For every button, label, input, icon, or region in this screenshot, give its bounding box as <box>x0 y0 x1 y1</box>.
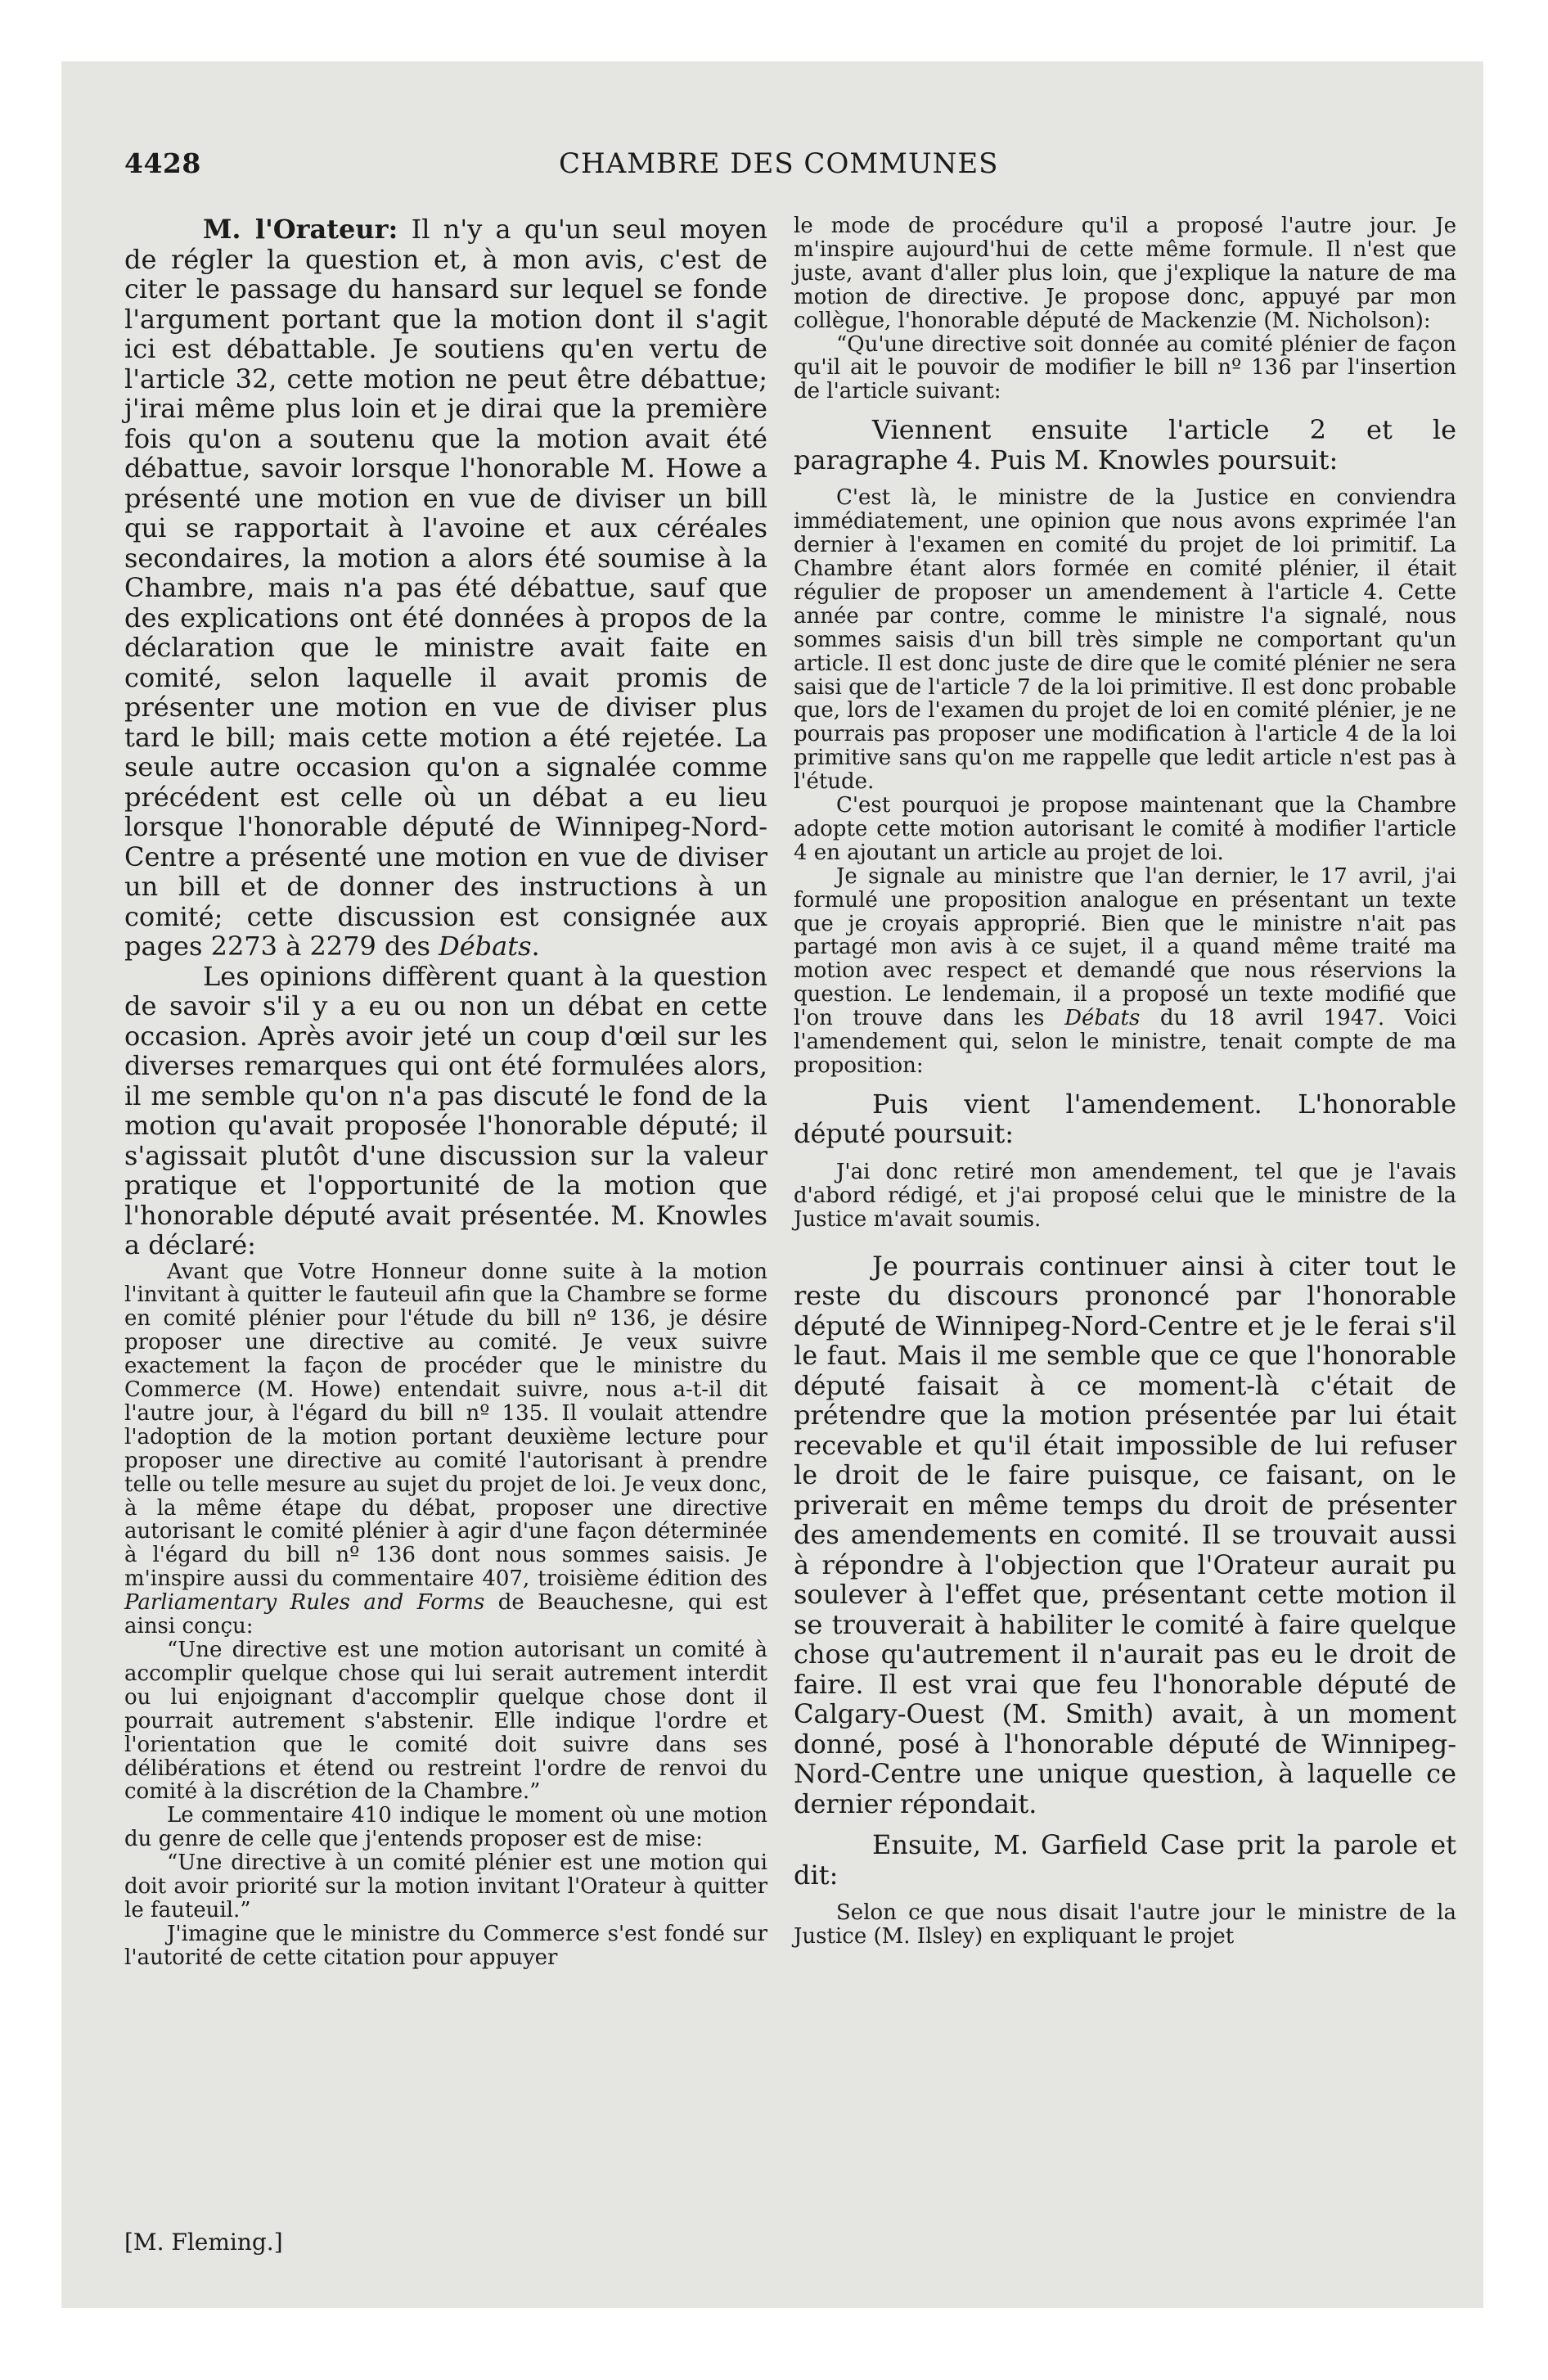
quoted-paragraph: “Une directive à un comité plénier est une motion qui doit avoir priorité sur la motion invitant l'Orateur à quitter le fauteuil.” <box>124 1850 767 1922</box>
left-column <box>124 214 767 1970</box>
quoted-paragraph: J'imagine que le ministre du Commerce s'est fondé sur l'autorité de cette citation pour appuyer <box>124 1921 767 1970</box>
book-title: Parliamentary Rules and Forms <box>124 1590 485 1616</box>
quoted-paragraph: Je signale au ministre que l'an dernier, le 17 avril, j'ai formulé une proposition analogue en présentant un texte que je croyais approprié. Bien que le ministre n'ait pas partagé mon avis à ce sujet, il a quand même traité ma motion avec respect et demandé que nous réservions la question. Le lendemain, il a proposé un texte modifié que l'on trouve dans les Débats du 18 avril 1947. Voici l'amendement qui, selon le ministre, tenait compte de ma proposition: <box>794 863 1457 1078</box>
speech-paragraph: M. l'Orateur: Il n'y a qu'un seul moyen de régler la question et, à mon avis, c'est de citer le passage du hansard sur lequel se fonde l'argument portant que la motion dont il s'agit ici est débattable. Je soutiens qu'en vertu de l'article 32, cette motion ne peut être débattue; j'irai même plus loin et je dirai que la première fois qu'on a soutenu que la motion avait été débattue, savoir lorsque l'honorable M. Howe a présenté une motion en vue de diviser un bill qui se rapportait à l'avoine et aux céréales secondaires, la motion a alors été soumise à la Chambre, mais n'a pas été débattue, sauf que des explications ont été données à propos de la déclaration que le ministre avait faite en comité, selon laquelle il avait promis de présenter une motion en vue de diviser plus tard le bill; mais cette motion a été rejetée. La seule autre occasion qu'on a signalée comme précédent est celle où un débat a eu lieu lorsque l'honorable député de Winnipeg-Nord-Centre a présenté une motion en vue de diviser un bill et de donner des instructions à un comité; cette discussion est consignée aux pages 2273 à 2279 des Débats. <box>124 214 768 962</box>
quoted-paragraph: Selon ce que nous disait l'autre jour le ministre de la Justice (M. Ilsley) en expliquant le projet <box>794 1900 1456 1950</box>
quoted-paragraph: C'est pourquoi je propose maintenant que la Chambre adopte cette motion autorisant le comité à modifier l'article 4 en ajoutant un article au projet de loi. <box>794 793 1456 865</box>
speech-paragraph: Viennent ensuite l'article 2 et le paragraphe 4. Puis M. Knowles poursuit: <box>794 414 1456 476</box>
speech-text: Il n'y a qu'un seul moyen de régler la question et, à mon avis, c'est de citer le passage du hansard sur lequel se fonde l'argument portant que la motion dont il s'agit ici est débattable. Je soutiens qu'en vertu de l'article 32, cette motion ne peut être débattue; j'irai même plus loin et je dirai que la première fois qu'on a soutenu que la motion avait été débattue, savoir lorsque l'honorable M. Howe a présenté une motion en vue de diviser un bill qui se rapportait à l'avoine et aux céréales secondaires, la motion a alors été soumise à la Chambre, mais n'a pas été débattue, sauf que des explications ont été données à propos de la déclaration que le ministre avait faite en comité, selon laquelle il avait promis de présenter une motion en vue de diviser plus tard le bill; mais cette motion a été rejetée. La seule autre occasion qu'on a signalée comme précédent est celle où un débat a eu lieu lorsque l'honorable député de Winnipeg-Nord-Centre a présenté une motion en vue de diviser un bill et de donner des instructions à un comité; cette discussion est consignée aux pages 2273 à 2279 des <box>124 214 768 962</box>
quoted-paragraph: C'est là, le ministre de la Justice en conviendra immédiatement, une opinion que nous avons exprimée l'an dernier à l'examen en comité du projet de loi primitif. La Chambre étant alors formée en comité plénier, il était régulier de proposer un amendement à l'article 4. Cette année par contre, comme le ministre l'a signalé, nous sommes saisis d'un bill très simple ne comportant qu'un article. Il est donc juste de dire que le comité plénier ne sera saisi que de l'article 7 de la loi primitive. Il est donc probable que, lors de l'examen du projet de loi en comité plénier, je ne pourrais pas proposer une modification à l'article 4 de la loi primitive sans qu'on me rappelle que ledit article n'est pas à l'étude. <box>794 485 1456 795</box>
right-column <box>794 214 1456 1949</box>
quoted-paragraph: Avant que Votre Honneur donne suite à la motion l'invitant à quitter le fauteuil afin que la Chambre se forme en comité plénier pour l'étude du bill nº 136, je désire proposer une directive au comité. Je veux suivre exactement la façon de procéder que le ministre du Commerce (M. Howe) entendait suivre, nous a-t-il dit l'autre jour, à l'égard du bill nº 135. Il voulait attendre l'adoption de la motion portant deuxième lecture pour proposer une directive au comité l'autorisant à prendre telle ou telle mesure au sujet du projet de loi. Je veux donc, à la même étape du débat, proposer une directive autorisant le comité plénier à agir d'une façon déterminée à l'égard du bill nº 136 dont nous sommes saisis. Je m'inspire aussi du commentaire 407, troisième édition des Parliamentary Rules and Forms de Beauchesne, qui est ainsi conçu: <box>124 1259 767 1639</box>
speech-paragraph: Puis vient l'amendement. L'honorable député poursuit: <box>794 1088 1456 1150</box>
quoted-paragraph: J'ai donc retiré mon amendement, tel que je l'avais d'abord rédigé, et j'ai proposé celui que le ministre de la Justice m'avait soumis. <box>794 1159 1456 1232</box>
quoted-paragraph: “Qu'une directive soit donnée au comité plénier de façon qu'il ait le pouvoir de modifier le bill nº 136 par l'insertion de l'article suivant: <box>794 331 1456 404</box>
speech-paragraph: Les opinions diffèrent quant à la question de savoir s'il y a eu ou non un débat en cette occasion. Après avoir jeté un coup d'œil sur les diverses remarques qui ont été formulées alors, il me semble qu'on n'a pas discuté le fond de la motion qu'avait proposée l'honorable député; il s'agissait plutôt d'une discussion sur la valeur pratique et l'opportunité de la motion que l'honorable député avait présentée. M. Knowles a déclaré: <box>124 960 767 1260</box>
speaker-tag-footer: [M. Fleming.] <box>124 2229 283 2256</box>
quoted-paragraph: “Une directive est une motion autorisant un comité à accomplir quelque chose qui lui serait autrement interdit ou lui enjoignant d'accomplir quelque chose dont il pourrait autrement s'abstenir. Elle indique l'ordre et l'orientation que le comité doit suivre dans ses délibérations et étend ou restreint l'ordre de renvoi du comité à la discrétion de la Chambre.” <box>124 1638 767 1805</box>
debats-title: Débats <box>439 931 532 962</box>
debats-title: Débats <box>1064 1006 1141 1031</box>
quoted-paragraph: Le commentaire 410 indique le moment où une motion du genre de celle que j'entends proposer est de mise: <box>124 1803 767 1852</box>
quoted-paragraph: le mode de procédure qu'il a proposé l'autre jour. Je m'inspire aujourd'hui de cette même formule. Il n'est que juste, avant d'aller plus loin, que j'explique la nature de ma motion de directive. Je propose donc, appuyé par mon collègue, l'honorable député de Mackenzie (M. Nicholson): <box>794 214 1456 333</box>
speech-paragraph: Je pourrais continuer ainsi à citer tout le reste du discours prononcé par l'honorable député de Winnipeg-Nord-Centre et je le ferai s'il le faut. Mais il me semble que ce que l'honorable député faisait à ce moment-là c'était de prétendre que la motion présentée par lui était recevable et qu'il était impossible de lui refuser le droit de le faire puisque, ce faisant, on le priverait en même temps du droit de présenter des amendements en comité. Il se trouvait aussi à répondre à l'objection que l'Orateur aurait pu soulever à l'effet que, présentant cette motion il se trouverait à habiliter le comité à faire quelque chose qu'autrement il n'aurait pas eu le droit de faire. Il est vrai que feu l'honorable député de Calgary-Ouest (M. Smith) avait, à un moment donné, posé à l'honorable député de Winnipeg-Nord-Centre une unique question, à laquelle ce dernier répondait. <box>794 1250 1456 1819</box>
page-number: 4428 <box>124 147 201 179</box>
speech-paragraph: Ensuite, M. Garfield Case prit la parole et dit: <box>794 1829 1456 1891</box>
speaker-name: M. l'Orateur: <box>203 214 398 245</box>
page-title: CHAMBRE DES COMMUNES <box>559 147 999 180</box>
